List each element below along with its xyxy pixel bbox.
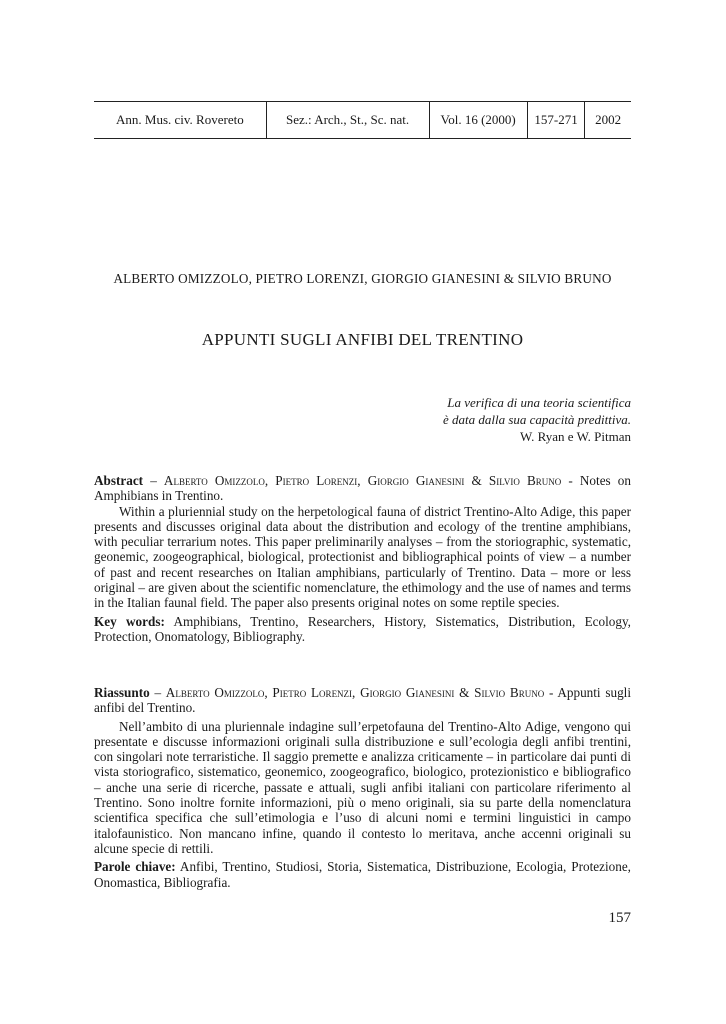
abstract-heading-title: - Notes on Amphibians in Trentino. bbox=[94, 473, 631, 504]
abstract-heading bbox=[94, 473, 631, 504]
abstract-authors: Alberto Omizzolo, Pietro Lorenzi, Giorgio Gianesini & Silvio Bruno bbox=[163, 473, 562, 488]
riassunto-section bbox=[94, 685, 631, 890]
riassunto-label: Riassunto bbox=[94, 685, 150, 700]
riassunto-keywords bbox=[94, 859, 631, 890]
riassunto-heading bbox=[94, 685, 631, 716]
journal-header bbox=[94, 101, 631, 139]
abstract-keywords-label: Key words: bbox=[94, 613, 165, 629]
epigraph-line-2: è data dalla sua capacità predittiva. bbox=[443, 412, 631, 427]
epigraph-line-1: La verifica di una teoria scientifica bbox=[447, 395, 631, 410]
riassunto-dash: – bbox=[149, 685, 166, 700]
journal-name: Ann. Mus. civ. Rovereto bbox=[94, 102, 267, 138]
abstract-section bbox=[94, 473, 631, 644]
abstract-dash: – bbox=[143, 473, 164, 488]
journal-section: Sez.: Arch., St., Sc. nat. bbox=[267, 102, 430, 138]
author-list: ALBERTO OMIZZOLO, PIETRO LORENZI, GIORGIO GIANESINI & SILVIO BRUNO bbox=[113, 271, 612, 286]
abstract-keywords-list: Amphibians, Trentino, Researchers, History, Sistematics, Distribution, Ecology, Protection, Onomatology, Bibliography. bbox=[94, 613, 631, 644]
riassunto-body: Nell’ambito di una pluriennale indagine sull’erpetofauna del Trentino-Alto Adige, vengono qui presentate e discusse informazioni originali sulla distribuzione e sull’ecologia degli anfibi trentini, con singolari note terraristiche. Il saggio premette e analizza criticamente – in particolare dai punti di vista storiografico, sistematico, geonemico, zoogeografico, biologico, protezionistico e bibliografico – anche una serie di ricerche, passate e attuali, sugli anfibi italiani con particolare riferimento al Trentino. Sono inoltre fornite informazioni, più o meno originali, sia su parte della nomenclatura scientifica specifica che sull’etimologia e l’uso di alcuni nomi e termini linguistici in campo italofaunistico. Non mancano infine, quando il contesto lo meritava, anche accenni originali su alcune specie di rettili. bbox=[94, 718, 631, 856]
paper-title: APPUNTI SUGLI ANFIBI DEL TRENTINO bbox=[201, 330, 524, 349]
journal-pages: 157-271 bbox=[528, 102, 586, 138]
epigraph-attribution: W. Ryan e W. Pitman bbox=[520, 429, 631, 444]
abstract-body: Within a pluriennial study on the herpetological fauna of district Trentino-Alto Adige, this paper presents and discusses original data about the distribution and ecology of the trentine amphibians, with peculiar terrarium notes. This paper preliminarily analyses – from the storiographic, systematic, geonemic, zoogeographical, biological, protectionist and bibliographical points of view – a number of past and recent researches on Italian amphibians, particularly of Trentino. Data – more or less original – are given about the scientific nomenclature, the ethimology and the use of names and terms in the Italian faunal field. The paper also presents original notes on some reptile species. bbox=[94, 503, 631, 611]
page-number: 157 bbox=[608, 910, 631, 926]
journal-year: 2002 bbox=[595, 112, 622, 127]
abstract-label: Abstract bbox=[94, 473, 144, 488]
riassunto-keywords-label: Parole chiave: bbox=[94, 859, 176, 875]
journal-volume: Vol. 16 (2000) bbox=[430, 102, 528, 138]
riassunto-keywords-list: Anfibi, Trentino, Studiosi, Storia, Sistematica, Distribuzione, Ecologia, Protezione, Onomastica, Bibliografia. bbox=[94, 859, 631, 890]
riassunto-authors: Alberto Omizzolo, Pietro Lorenzi, Giorgio Gianesini & Silvio Bruno bbox=[165, 685, 545, 700]
abstract-keywords bbox=[94, 614, 631, 645]
epigraph bbox=[443, 394, 631, 445]
riassunto-heading-title: - Appunti sugli anfibi del Trentino. bbox=[94, 685, 631, 716]
